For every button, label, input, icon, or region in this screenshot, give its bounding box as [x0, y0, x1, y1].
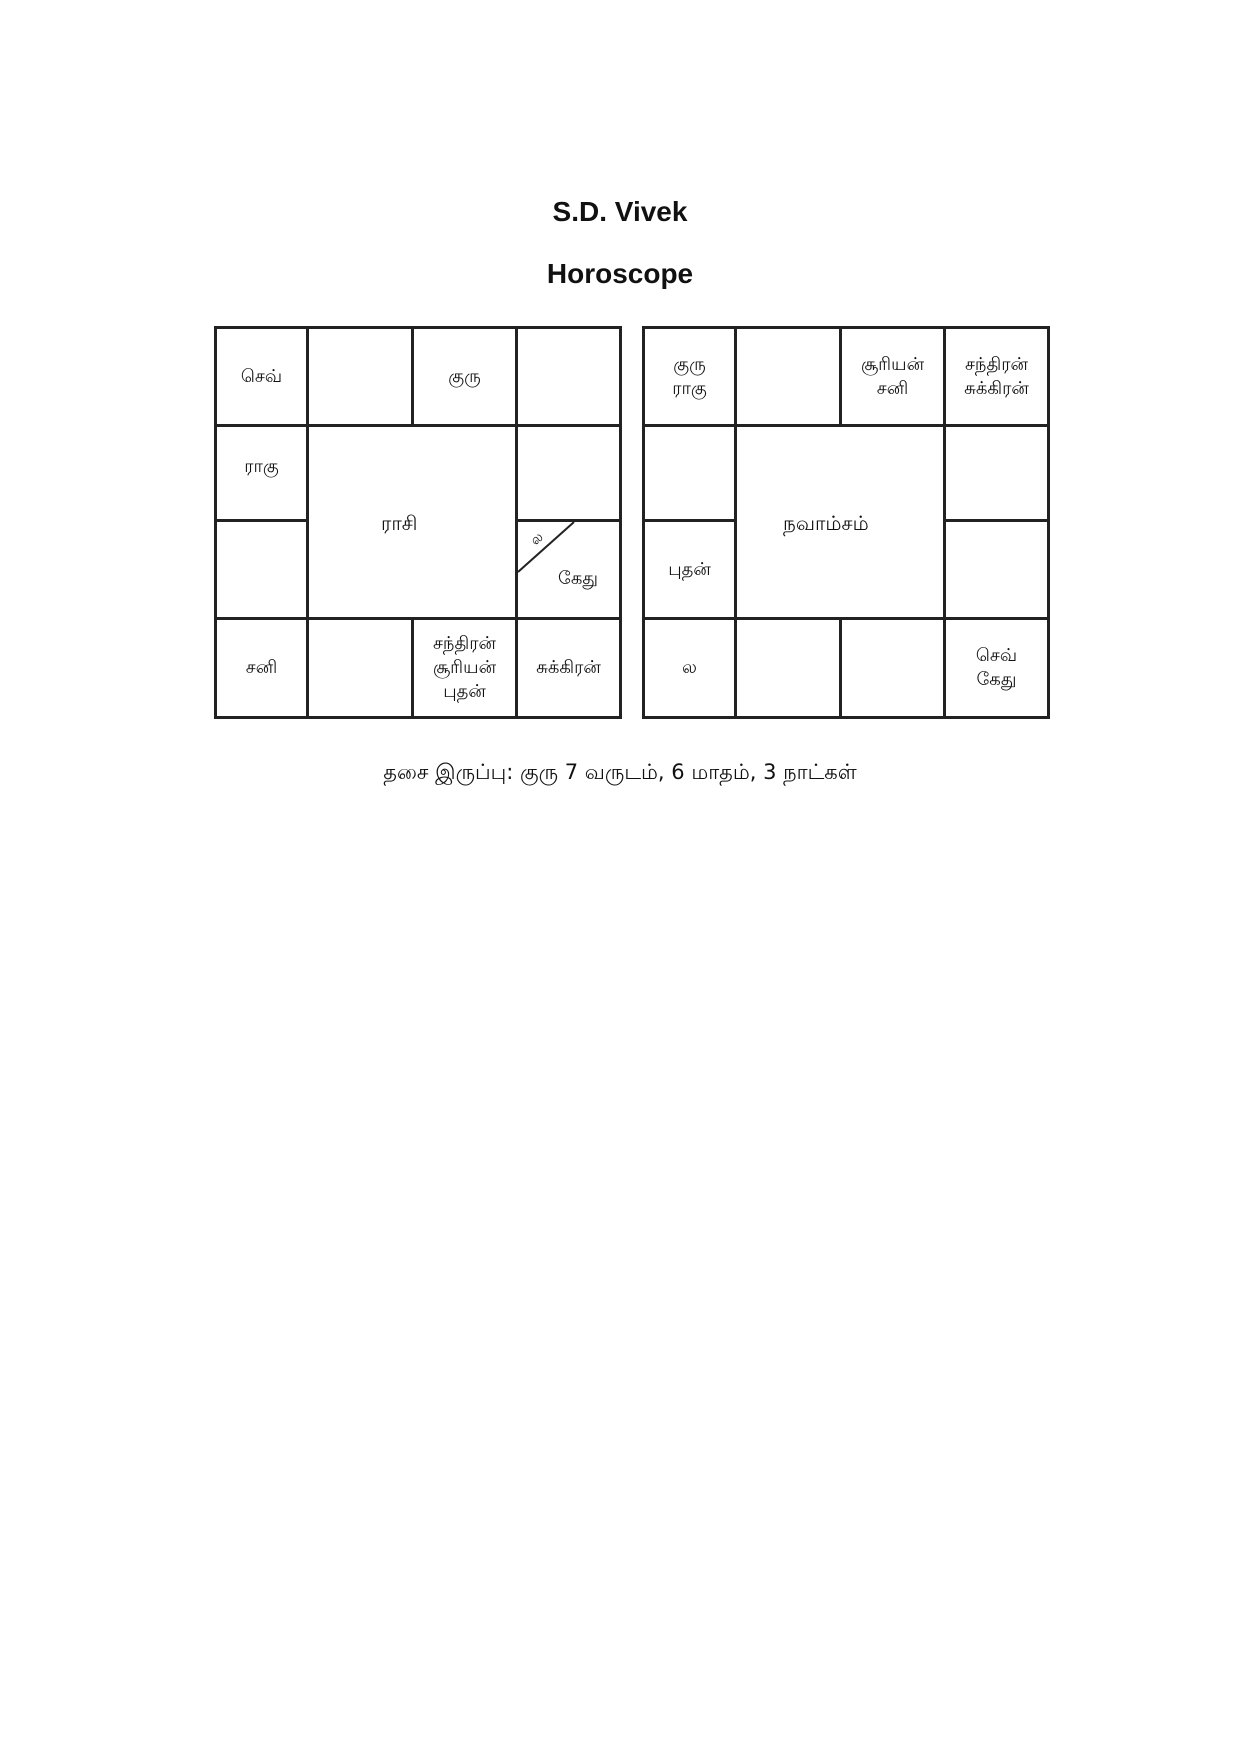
navamsa-house-1: குரு ராகு	[672, 353, 707, 399]
navamsa-house-b4: செவ் கேது	[975, 645, 1018, 690]
lagna-marker: ல	[527, 529, 547, 549]
rasi-house-b1: சனி	[245, 657, 278, 678]
rasi-chart	[214, 326, 622, 719]
navamsa-house-4: சந்திரன் சுக்கிரன்	[964, 353, 1029, 399]
rasi-ketu-label: கேது	[558, 568, 598, 589]
person-name: S.D. Vivek	[552, 196, 688, 227]
navamsa-house-left-lower: புதன்	[668, 558, 711, 580]
dasa-balance-text: தசை இருப்பு: குரு 7 வருடம், 6 மாதம், 3 நாட்கள்	[383, 760, 857, 784]
rasi-house-left-lower	[217, 522, 306, 617]
rasi-house-right-lower	[518, 522, 619, 617]
rasi-center-label: ராசி	[381, 511, 418, 535]
rasi-house-b3: சந்திரன் சூரியன் புதன்	[432, 633, 497, 702]
navamsa-house-right-lower	[946, 522, 1047, 617]
rasi-house-right-upper	[518, 427, 619, 519]
rasi-house-4	[518, 329, 619, 424]
navamsa-house-right-upper	[946, 427, 1047, 519]
navamsa-house-3: சூரியன் சனி	[860, 353, 925, 399]
rasi-house-1: செவ்	[240, 365, 283, 387]
navamsa-house-b2	[737, 620, 839, 716]
rasi-house-b2	[309, 620, 411, 716]
rasi-house-3: குரு	[448, 365, 481, 387]
navamsa-chart	[642, 326, 1050, 719]
navamsa-house-b3	[842, 620, 943, 716]
rasi-house-left-upper: ராகு	[244, 456, 279, 477]
navamsa-center-label: நவாம்சம்	[783, 511, 869, 535]
page-heading: Horoscope	[546, 258, 694, 289]
rasi-house-2	[309, 329, 411, 424]
navamsa-house-b1: ல	[682, 657, 697, 678]
navamsa-house-left-upper	[645, 427, 734, 519]
rasi-house-b4: சுக்கிரன்	[536, 657, 601, 678]
navamsa-house-2	[737, 329, 839, 424]
